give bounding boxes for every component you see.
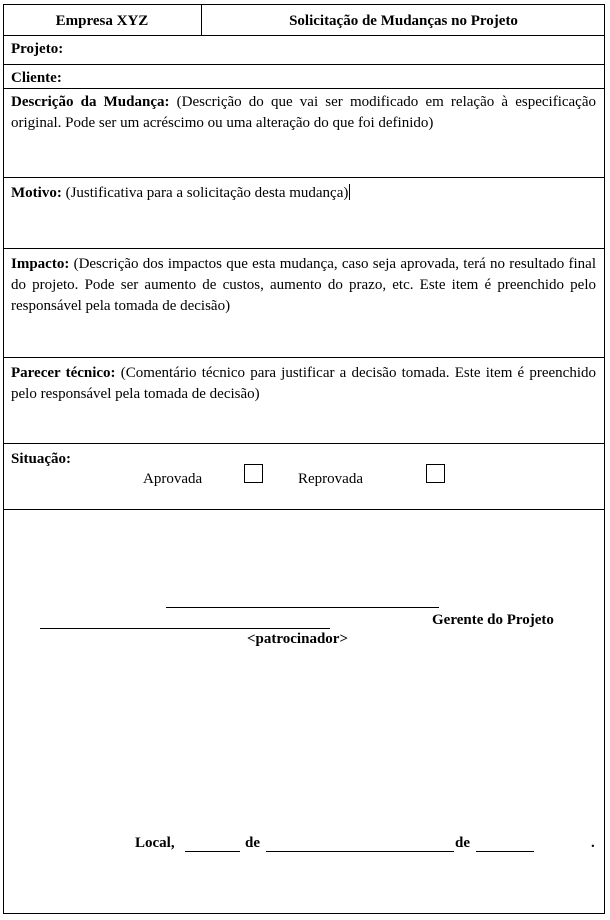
parecer-label: Parecer técnico: (11, 365, 116, 381)
descricao-label: Descrição da Mudança: (11, 94, 170, 110)
motivo-section[interactable] (11, 183, 596, 204)
month-blank[interactable] (266, 851, 454, 852)
gerente-signature-line[interactable] (166, 607, 439, 608)
divider-descricao (3, 177, 605, 178)
motivo-label: Motivo: (11, 185, 62, 201)
aprovada-checkbox[interactable] (244, 464, 263, 483)
divider-parecer (3, 443, 605, 444)
impacto-text: (Descrição dos impactos que esta mudança, caso seja aprovada, terá no resultado final do projeto. Pode ser aumento de custos, aumento do prazo, etc. Este item é preenchido pelo responsável pela tomada de decisão) (11, 256, 596, 314)
reprovada-label: Reprovada (298, 471, 363, 487)
divider-cliente (3, 88, 605, 89)
divider-projeto (3, 64, 605, 65)
gerente-label: Gerente do Projeto (432, 612, 554, 628)
de-label-2: de (455, 835, 470, 851)
year-blank[interactable] (476, 851, 534, 852)
footer-period: . (591, 835, 595, 851)
situacao-label: Situação: (11, 451, 71, 467)
form-frame (3, 4, 605, 914)
impacto-section[interactable] (11, 254, 596, 317)
de-label-1: de (245, 835, 260, 851)
divider-header (3, 35, 605, 36)
aprovada-label: Aprovada (143, 471, 203, 487)
text-cursor (349, 184, 350, 200)
divider-motivo (3, 248, 605, 249)
company-name: Empresa XYZ (55, 13, 149, 29)
cliente-label: Cliente: (11, 70, 62, 86)
day-blank[interactable] (185, 851, 240, 852)
descricao-section[interactable] (11, 92, 596, 134)
parecer-section[interactable] (11, 363, 596, 405)
motivo-text: (Justificativa para a solicitação desta mudança) (61, 185, 349, 201)
local-label: Local, (135, 835, 175, 851)
form-title: Solicitação de Mudanças no Projeto (289, 13, 518, 29)
patrocinador-label: <patrocinador> (247, 631, 348, 647)
impacto-label: Impacto: (11, 256, 70, 272)
parecer-text: (Comentário técnico para justificar a decisão tomada. Este item é preenchido pelo responsável pela tomada de decisão) (11, 365, 596, 402)
divider-impacto (3, 357, 605, 358)
reprovada-checkbox[interactable] (426, 464, 445, 483)
projeto-label: Projeto: (11, 41, 64, 57)
patrocinador-signature-line[interactable] (40, 628, 330, 629)
divider-situacao (3, 509, 605, 510)
descricao-text: (Descrição do que vai ser modificado em relação à especificação original. Pode ser um acréscimo ou uma alteração do que foi definido) (11, 94, 596, 131)
